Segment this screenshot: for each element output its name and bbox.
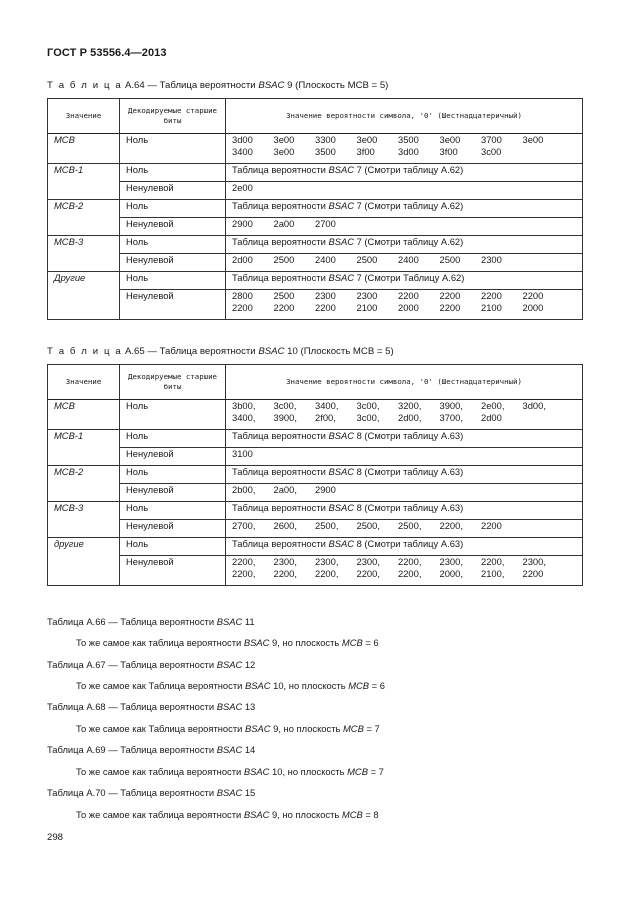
group-label: MCB [48,400,120,430]
reference-code: BSAC [328,466,354,477]
probability-value: 3d00 [232,134,253,145]
note-post: = 7 [370,766,384,777]
probability-value: 2300, [439,556,463,567]
table-row [48,290,583,320]
reference-code: BSAC [328,164,354,175]
note-caption [47,616,255,627]
probability-value: 3500 [398,134,419,145]
group-label: другие [48,538,120,586]
note-mid: 9, но плоскость [272,809,340,820]
probability-value: 3300 [315,134,336,145]
probability-cell [226,556,583,586]
decoded-bits-cell: Ноль [120,538,226,556]
caption-suffix: 10 (Плоскость MCB = 5) [287,346,394,357]
note-pre: То же самое как Таблица вероятности [76,723,243,734]
note-mcb: MCB [343,723,364,734]
table-a64-caption [47,80,388,91]
note-caption [47,744,255,755]
probability-value: 2300, [273,556,297,567]
decoded-bits-cell: Ноль [120,466,226,484]
probability-table-a65 [47,364,583,586]
probability-value: 2100 [481,302,502,313]
note-post: = 6 [365,637,379,648]
probability-cell [226,538,583,556]
note-mcb: MCB [348,680,370,691]
header-value: Значение [48,99,120,134]
probability-cell [226,272,583,290]
decoded-bits-cell: Ноль [120,400,226,430]
probability-value: 3700 [481,134,502,145]
probability-value: 2300, [356,556,380,567]
group-label: MCB [48,134,120,164]
note-pre: Таблица А.67 — Таблица вероятности [47,659,215,670]
caption-number: А.64 — Таблица вероятности [124,80,256,91]
probability-value: 3900, [273,412,297,423]
decoded-bits-cell: Ненулевой [120,182,226,200]
note-post: 13 [244,701,256,712]
probability-value: 2a00 [273,218,295,229]
probability-value: 3c00, [356,412,380,423]
reference-tail: 7 (Смотри таблицу А.62) [356,200,464,211]
probability-value: 2200 [481,520,502,531]
table-row [48,218,583,236]
probability-value: 2500 [273,254,295,265]
probability-value: 2e00 [232,182,253,193]
probability-cell [226,502,583,520]
reference-code: BSAC [328,430,354,441]
probability-value: 3400, [232,412,256,423]
group-label: MCB-3 [48,236,120,272]
note-post: 11 [244,616,255,627]
value-list [232,254,576,266]
probability-value: 2200, [232,556,256,567]
probability-value: 2200 [315,302,336,313]
reference-tail: 7 (Смотри Таблицу А.62) [356,272,465,283]
probability-value: 2b00, [232,484,256,495]
probability-cell [226,430,583,448]
probability-value: 3d00, [522,400,546,411]
table-row [48,430,583,448]
note-mid: 10, но плоскость [272,766,345,777]
table-row [48,254,583,272]
note-pre: Таблица А.66 — Таблица вероятности [47,616,215,627]
note-post: 15 [244,787,256,798]
note-pre: Таблица А.68 — Таблица вероятности [47,701,215,712]
probability-value: 3500 [315,146,336,157]
decoded-bits-cell: Ненулевой [120,254,226,272]
probability-value: 2d00 [232,254,253,265]
reference-text: Таблица вероятности [232,538,326,549]
probability-value: 2200 [522,290,544,301]
probability-value: 2200 [439,302,461,313]
probability-value: 2300, [315,556,339,567]
table-row [48,556,583,586]
note-post: = 8 [365,809,379,820]
reference-tail: 7 (Смотри таблицу А.62) [356,236,464,247]
probability-value: 2200 [273,302,295,313]
probability-table-a64 [47,98,583,320]
reference-tail: 8 (Смотри таблицу А.63) [356,466,464,477]
probability-value: 2500 [439,254,461,265]
probability-value: 3e00 [439,134,461,145]
probability-value: 2400 [398,254,419,265]
decoded-bits-cell: Ненулевой [120,484,226,502]
probability-value: 2200, [315,568,339,579]
probability-value: 3400, [315,400,339,411]
probability-value: 2d00 [481,412,502,423]
probability-value: 2200, [398,568,422,579]
probability-value: 2500, [356,520,380,531]
probability-value: 2500, [315,520,339,531]
probability-value: 2500 [356,254,378,265]
probability-value: 2400 [315,254,336,265]
probability-value: 2300 [315,290,336,301]
header-probability: Значение вероятности символа, '0' (Шестнадцатеричный) [226,99,583,134]
caption-suffix: 9 (Плоскость MCB = 5) [287,80,389,91]
reference-text: Таблица вероятности [232,430,326,441]
note-pre: То же самое как Таблица вероятности [76,680,243,691]
probability-cell [226,182,583,200]
probability-value: 3d00 [398,146,419,157]
value-list [232,484,576,496]
probability-value: 3c00, [273,400,297,411]
reference-text: Таблица вероятности [232,236,326,247]
decoded-bits-cell: Ноль [120,134,226,164]
probability-value: 2000 [398,302,419,313]
note-code: BSAC [216,744,243,755]
probability-value: 3700, [439,412,463,423]
note-post: 12 [244,659,256,670]
table-a65-caption [47,346,394,357]
probability-value: 2800 [232,290,253,301]
note-code: BSAC [216,616,243,627]
table-row [48,272,583,290]
note-code: BSAC [216,787,243,798]
probability-value: 3f00 [439,146,458,157]
caption-prefix: Т а б л и ц а [47,346,123,357]
note-text [76,637,379,648]
reference-text: Таблица вероятности [232,200,326,211]
probability-value: 2700, [232,520,256,531]
probability-cell [226,236,583,254]
probability-value: 2200 [439,290,461,301]
probability-value: 2100 [356,302,378,313]
probability-value: 2300, [522,556,546,567]
header-value: Значение [48,365,120,400]
probability-value: 3100 [232,448,253,459]
note-pre: То же самое как таблица вероятности [76,766,242,777]
probability-value: 2300 [481,254,502,265]
header-decoded-bits: Декодируемые старшие биты [120,365,226,400]
probability-cell [226,400,583,430]
note-text [76,723,380,734]
probability-value: 3e00 [356,134,378,145]
table-row [48,400,583,430]
caption-code: BSAC [258,80,285,91]
probability-value: 3b00, [232,400,256,411]
probability-value: 2200, [481,556,505,567]
probability-value: 2500, [398,520,422,531]
reference-text: Таблица вероятности [232,272,326,283]
probability-value: 2200 [232,302,253,313]
probability-value: 2000, [439,568,463,579]
probability-cell [226,448,583,466]
reference-text: Таблица вероятности [232,466,326,477]
probability-cell [226,254,583,272]
value-list [232,290,576,314]
probability-value: 3900, [439,400,463,411]
header-decoded-bits: Декодируемые старшие биты [120,99,226,134]
note-mcb: MCB [347,766,368,777]
probability-value: 3e00 [273,134,295,145]
reference-code: BSAC [328,272,354,283]
probability-cell [226,520,583,538]
probability-value: 3e00 [522,134,544,145]
probability-cell [226,466,583,484]
group-label: MCB-2 [48,466,120,502]
decoded-bits-cell: Ненулевой [120,218,226,236]
note-code: BSAC [244,723,271,734]
caption-prefix: Т а б л и ц а [47,80,123,91]
note-pre: То же самое как таблица вероятности [76,637,242,648]
table-row [48,164,583,182]
reference-code: BSAC [328,200,354,211]
probability-value: 2200 [398,290,419,301]
header-row [48,365,583,400]
reference-code: BSAC [328,538,354,549]
note-code: BSAC [216,659,243,670]
table-row [48,520,583,538]
caption-code: BSAC [258,346,285,357]
table-row [48,182,583,200]
note-code: BSAC [243,809,270,820]
group-label: MCB-3 [48,502,120,538]
probability-value: 2900 [315,484,336,495]
probability-cell [226,218,583,236]
reference-code: BSAC [328,236,354,247]
note-pre: Таблица А.70 — Таблица вероятности [47,787,215,798]
note-pre: То же самое как таблица вероятности [76,809,242,820]
probability-value: 2600, [273,520,297,531]
probability-value: 2200, [439,520,463,531]
decoded-bits-cell: Ноль [120,164,226,182]
probability-value: 2f00, [315,412,336,423]
reference-tail: 8 (Смотри таблицу А.63) [356,502,464,513]
decoded-bits-cell: Ненулевой [120,520,226,538]
probability-value: 2e00, [481,400,505,411]
value-list [232,400,576,424]
value-list [232,520,576,532]
note-text [76,766,384,777]
group-label: MCB-2 [48,200,120,236]
note-mcb: MCB [341,809,363,820]
note-mid: 10, но плоскость [273,680,346,691]
note-caption [47,659,255,670]
value-list [232,134,576,158]
reference-text: Таблица вероятности [232,164,326,175]
reference-tail: 8 (Смотри таблицу А.63) [356,538,464,549]
probability-cell [226,134,583,164]
probability-value: 3f00 [356,146,375,157]
value-list [232,182,576,194]
group-label: MCB-1 [48,164,120,200]
probability-value: 2500 [273,290,295,301]
probability-cell [226,200,583,218]
document-header: ГОСТ Р 53556.4—2013 [47,47,167,59]
probability-value: 2200 [522,568,544,579]
table-row [48,448,583,466]
probability-value: 2200, [232,568,256,579]
probability-value: 2200, [398,556,422,567]
note-code: BSAC [244,680,271,691]
probability-value: 3c00 [481,146,502,157]
value-list [232,556,576,580]
probability-cell [226,484,583,502]
note-code: BSAC [243,637,270,648]
note-caption [47,701,255,712]
note-pre: Таблица А.69 — Таблица вероятности [47,744,215,755]
decoded-bits-cell: Ноль [120,200,226,218]
table-row [48,134,583,164]
note-code: BSAC [243,766,270,777]
decoded-bits-cell: Ноль [120,430,226,448]
note-mid: 9, но плоскость [272,637,340,648]
probability-value: 2100, [481,568,505,579]
probability-value: 3400 [232,146,253,157]
probability-value: 2200, [356,568,380,579]
probability-value: 2300 [356,290,378,301]
note-text [76,680,385,691]
probability-value: 3c00, [356,400,380,411]
note-text [76,809,379,820]
note-mid: 9, но плоскость [273,723,341,734]
probability-value: 3e00 [273,146,295,157]
table-row [48,236,583,254]
note-code: BSAC [216,701,243,712]
table-row [48,200,583,218]
probability-value: 2900 [232,218,253,229]
decoded-bits-cell: Ноль [120,502,226,520]
group-label: MCB-1 [48,430,120,466]
probability-cell [226,290,583,320]
note-post: = 7 [366,723,380,734]
reference-tail: 7 (Смотри таблицу А.62) [356,164,464,175]
probability-cell [226,164,583,182]
probability-value: 2000 [522,302,544,313]
value-list [232,448,576,460]
decoded-bits-cell: Ненулевой [120,556,226,586]
decoded-bits-cell: Ненулевой [120,448,226,466]
table-row [48,538,583,556]
reference-tail: 8 (Смотри таблицу А.63) [356,430,464,441]
note-caption [47,787,255,798]
group-label: Другие [48,272,120,320]
header-row [48,99,583,134]
decoded-bits-cell: Ноль [120,236,226,254]
header-probability: Значение вероятности символа, '0' (Шестнадцатеричный) [226,365,583,400]
reference-text: Таблица вероятности [232,502,326,513]
table-row [48,484,583,502]
probability-value: 2200, [273,568,297,579]
probability-value: 2200 [481,290,502,301]
probability-value: 2700 [315,218,336,229]
table-row [48,502,583,520]
decoded-bits-cell: Ноль [120,272,226,290]
caption-number: А.65 — Таблица вероятности [124,346,256,357]
probability-value: 2a00, [273,484,297,495]
probability-value: 3200, [398,400,422,411]
page-number: 298 [47,832,64,843]
note-post: = 6 [371,680,385,691]
note-post: 14 [244,744,256,755]
reference-code: BSAC [328,502,354,513]
note-mcb: MCB [341,637,363,648]
probability-value: 2d00, [398,412,422,423]
decoded-bits-cell: Ненулевой [120,290,226,320]
value-list [232,218,576,230]
table-row [48,466,583,484]
